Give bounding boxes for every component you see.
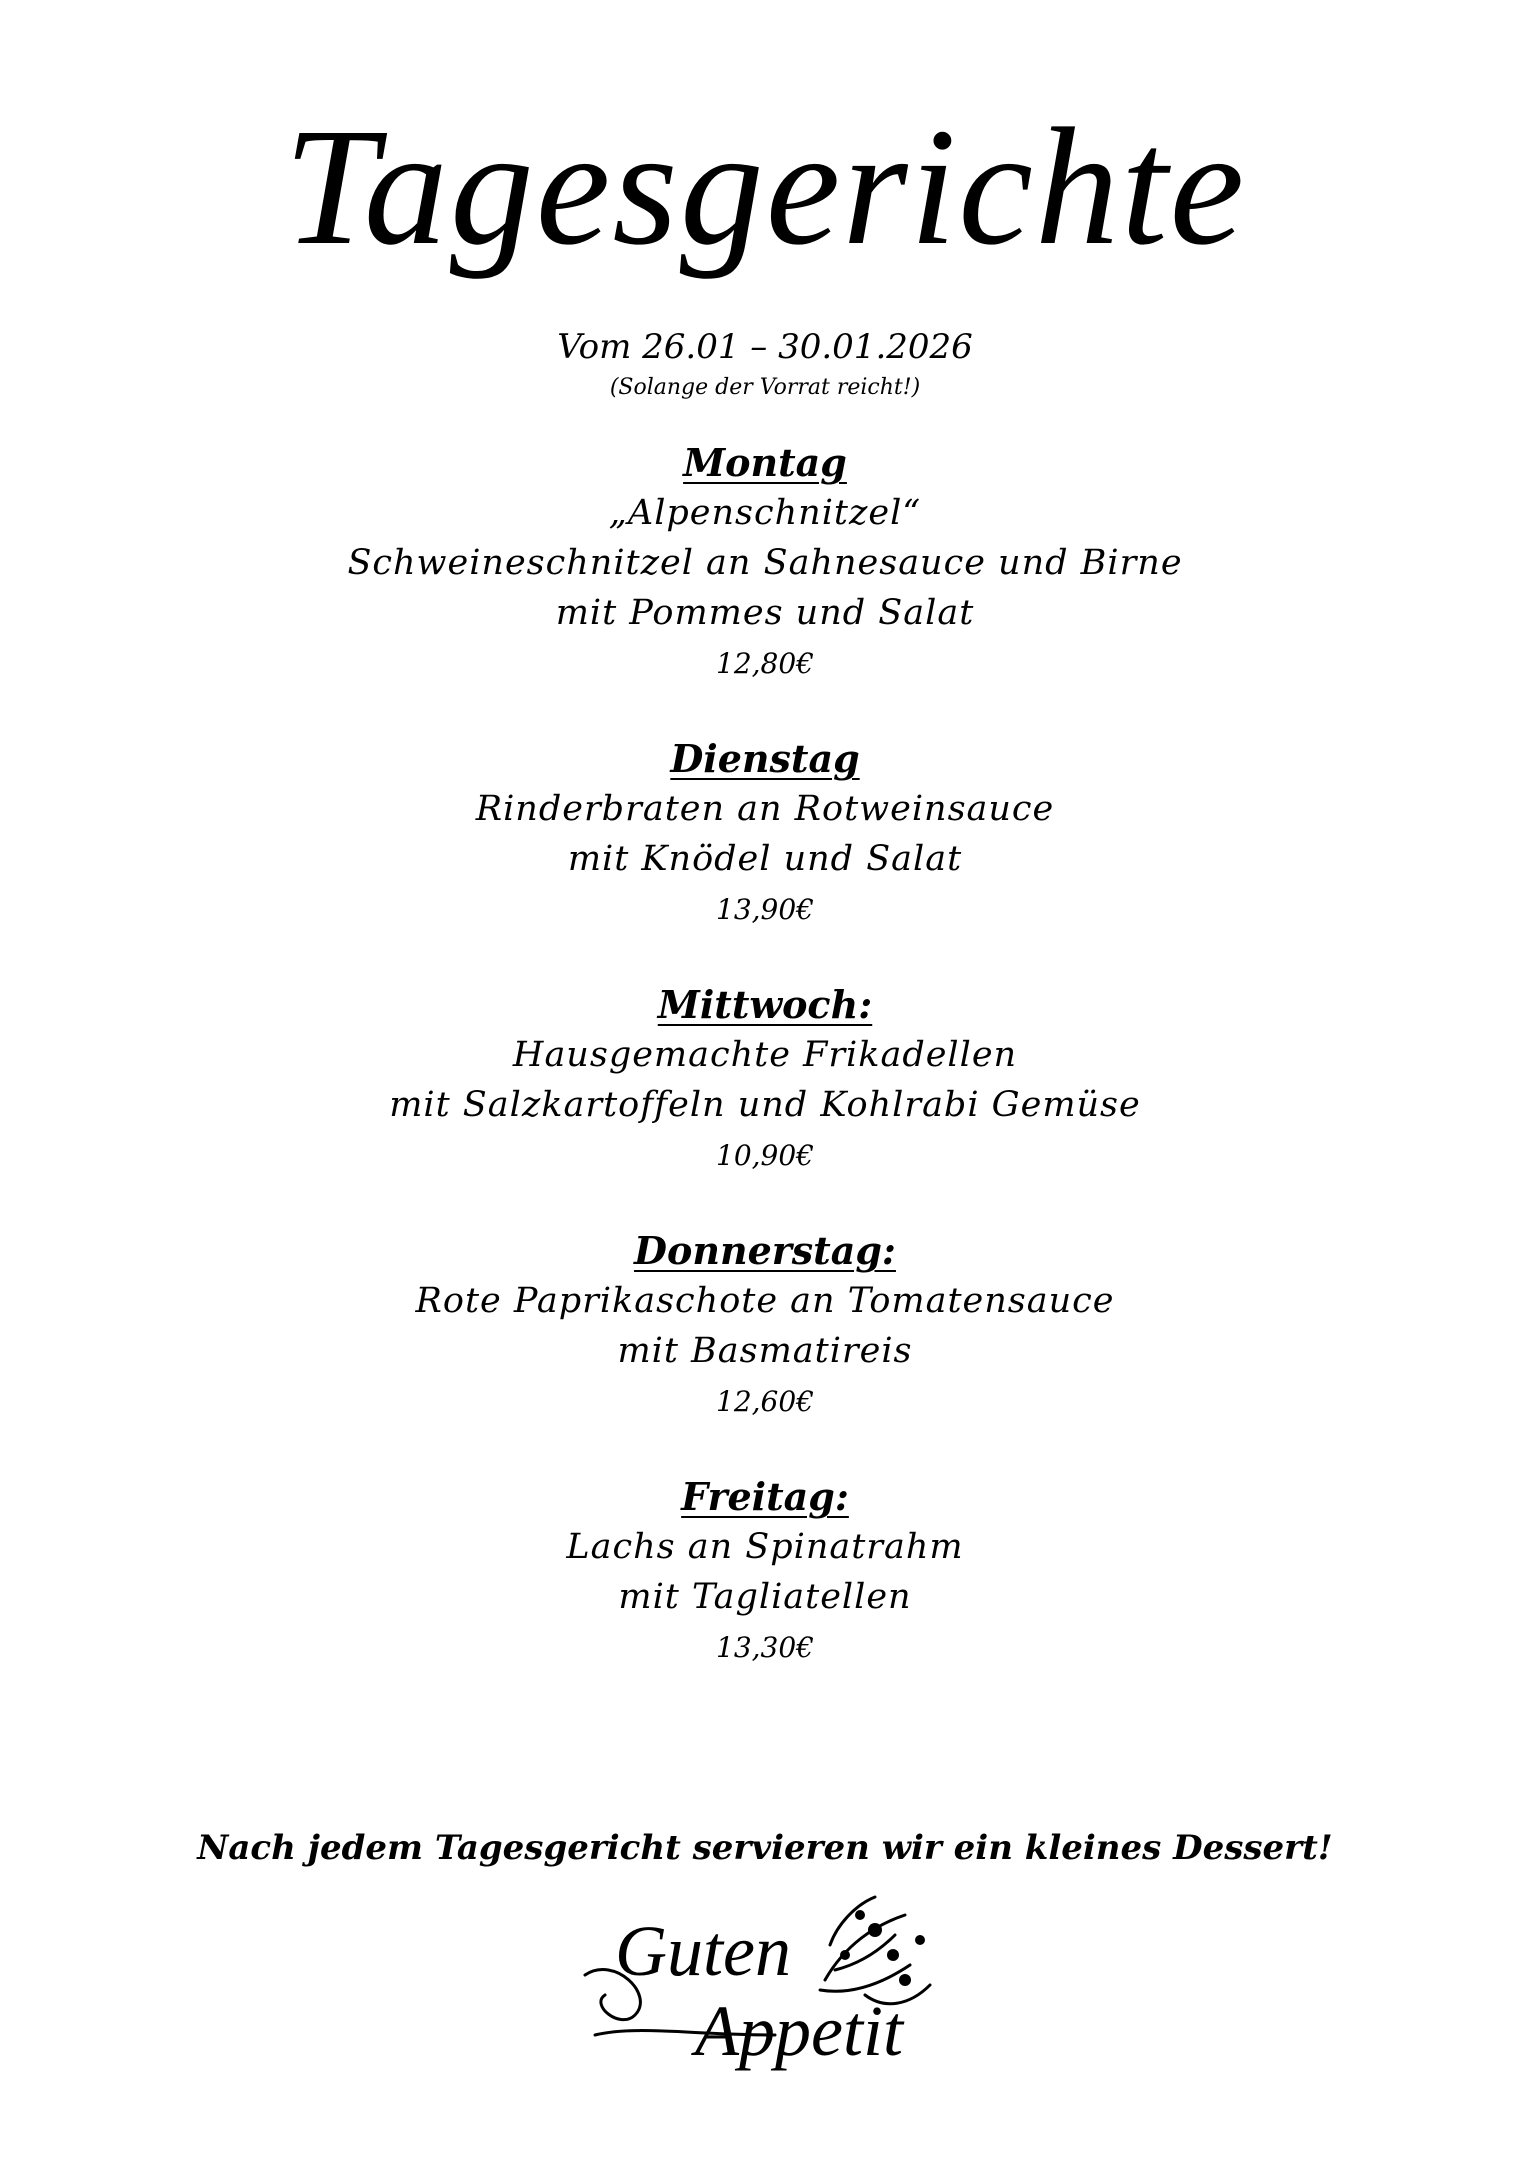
dish-line: mit Salzkartoffeln und Kohlrabi Gemüse xyxy=(389,1085,1141,1125)
menu-day-monday xyxy=(0,438,1530,690)
day-name: Freitag: xyxy=(681,1474,849,1519)
daily-menu-list xyxy=(0,438,1530,1718)
menu-day-wednesday xyxy=(0,980,1530,1182)
day-name: Montag xyxy=(683,440,847,485)
dish-line: Lachs an Spinatrahm xyxy=(566,1527,964,1567)
guten-appetit-logo xyxy=(575,1885,955,2085)
dish-line: Hausgemachte Frikadellen xyxy=(512,1035,1018,1075)
dish-line: mit Knödel und Salat xyxy=(567,839,963,879)
dish-price: 13,90€ xyxy=(716,893,814,926)
dish-line: Rinderbraten an Rotweinsauce xyxy=(475,789,1055,829)
dish-line: „Alpenschnitzel“ xyxy=(608,493,922,533)
dish-line: mit Pommes und Salat xyxy=(555,593,975,633)
page-title: Tagesgerichte xyxy=(283,94,1247,280)
menu-day-thursday xyxy=(0,1226,1530,1428)
dish-line: Rote Paprikaschote an Tomatensauce xyxy=(415,1281,1115,1321)
day-name: Donnerstag: xyxy=(634,1228,896,1273)
dish-price: 10,90€ xyxy=(716,1139,814,1172)
dish-price: 12,60€ xyxy=(716,1385,814,1418)
logo-text-appetit: Appetit xyxy=(695,1991,903,2071)
dish-line: Schweineschnitzel an Sahnesauce und Birne xyxy=(347,543,1183,583)
menu-day-tuesday xyxy=(0,734,1530,936)
dish-price: 13,30€ xyxy=(716,1631,814,1664)
dessert-note: Nach jedem Tagesgericht servieren wir ein kleines Dessert! xyxy=(197,1828,1333,1868)
date-range: Vom 26.01 – 30.01.2026 xyxy=(557,327,973,367)
day-name: Mittwoch: xyxy=(657,982,873,1027)
menu-day-friday xyxy=(0,1472,1530,1674)
day-name: Dienstag xyxy=(670,736,860,781)
dish-line: mit Tagliatellen xyxy=(618,1577,912,1617)
availability-note: (Solange der Vorrat reicht!) xyxy=(609,375,921,400)
dish-price: 12,80€ xyxy=(716,647,814,680)
logo-text-guten: Guten xyxy=(615,1911,791,1991)
dish-line: mit Basmatireis xyxy=(617,1331,913,1371)
